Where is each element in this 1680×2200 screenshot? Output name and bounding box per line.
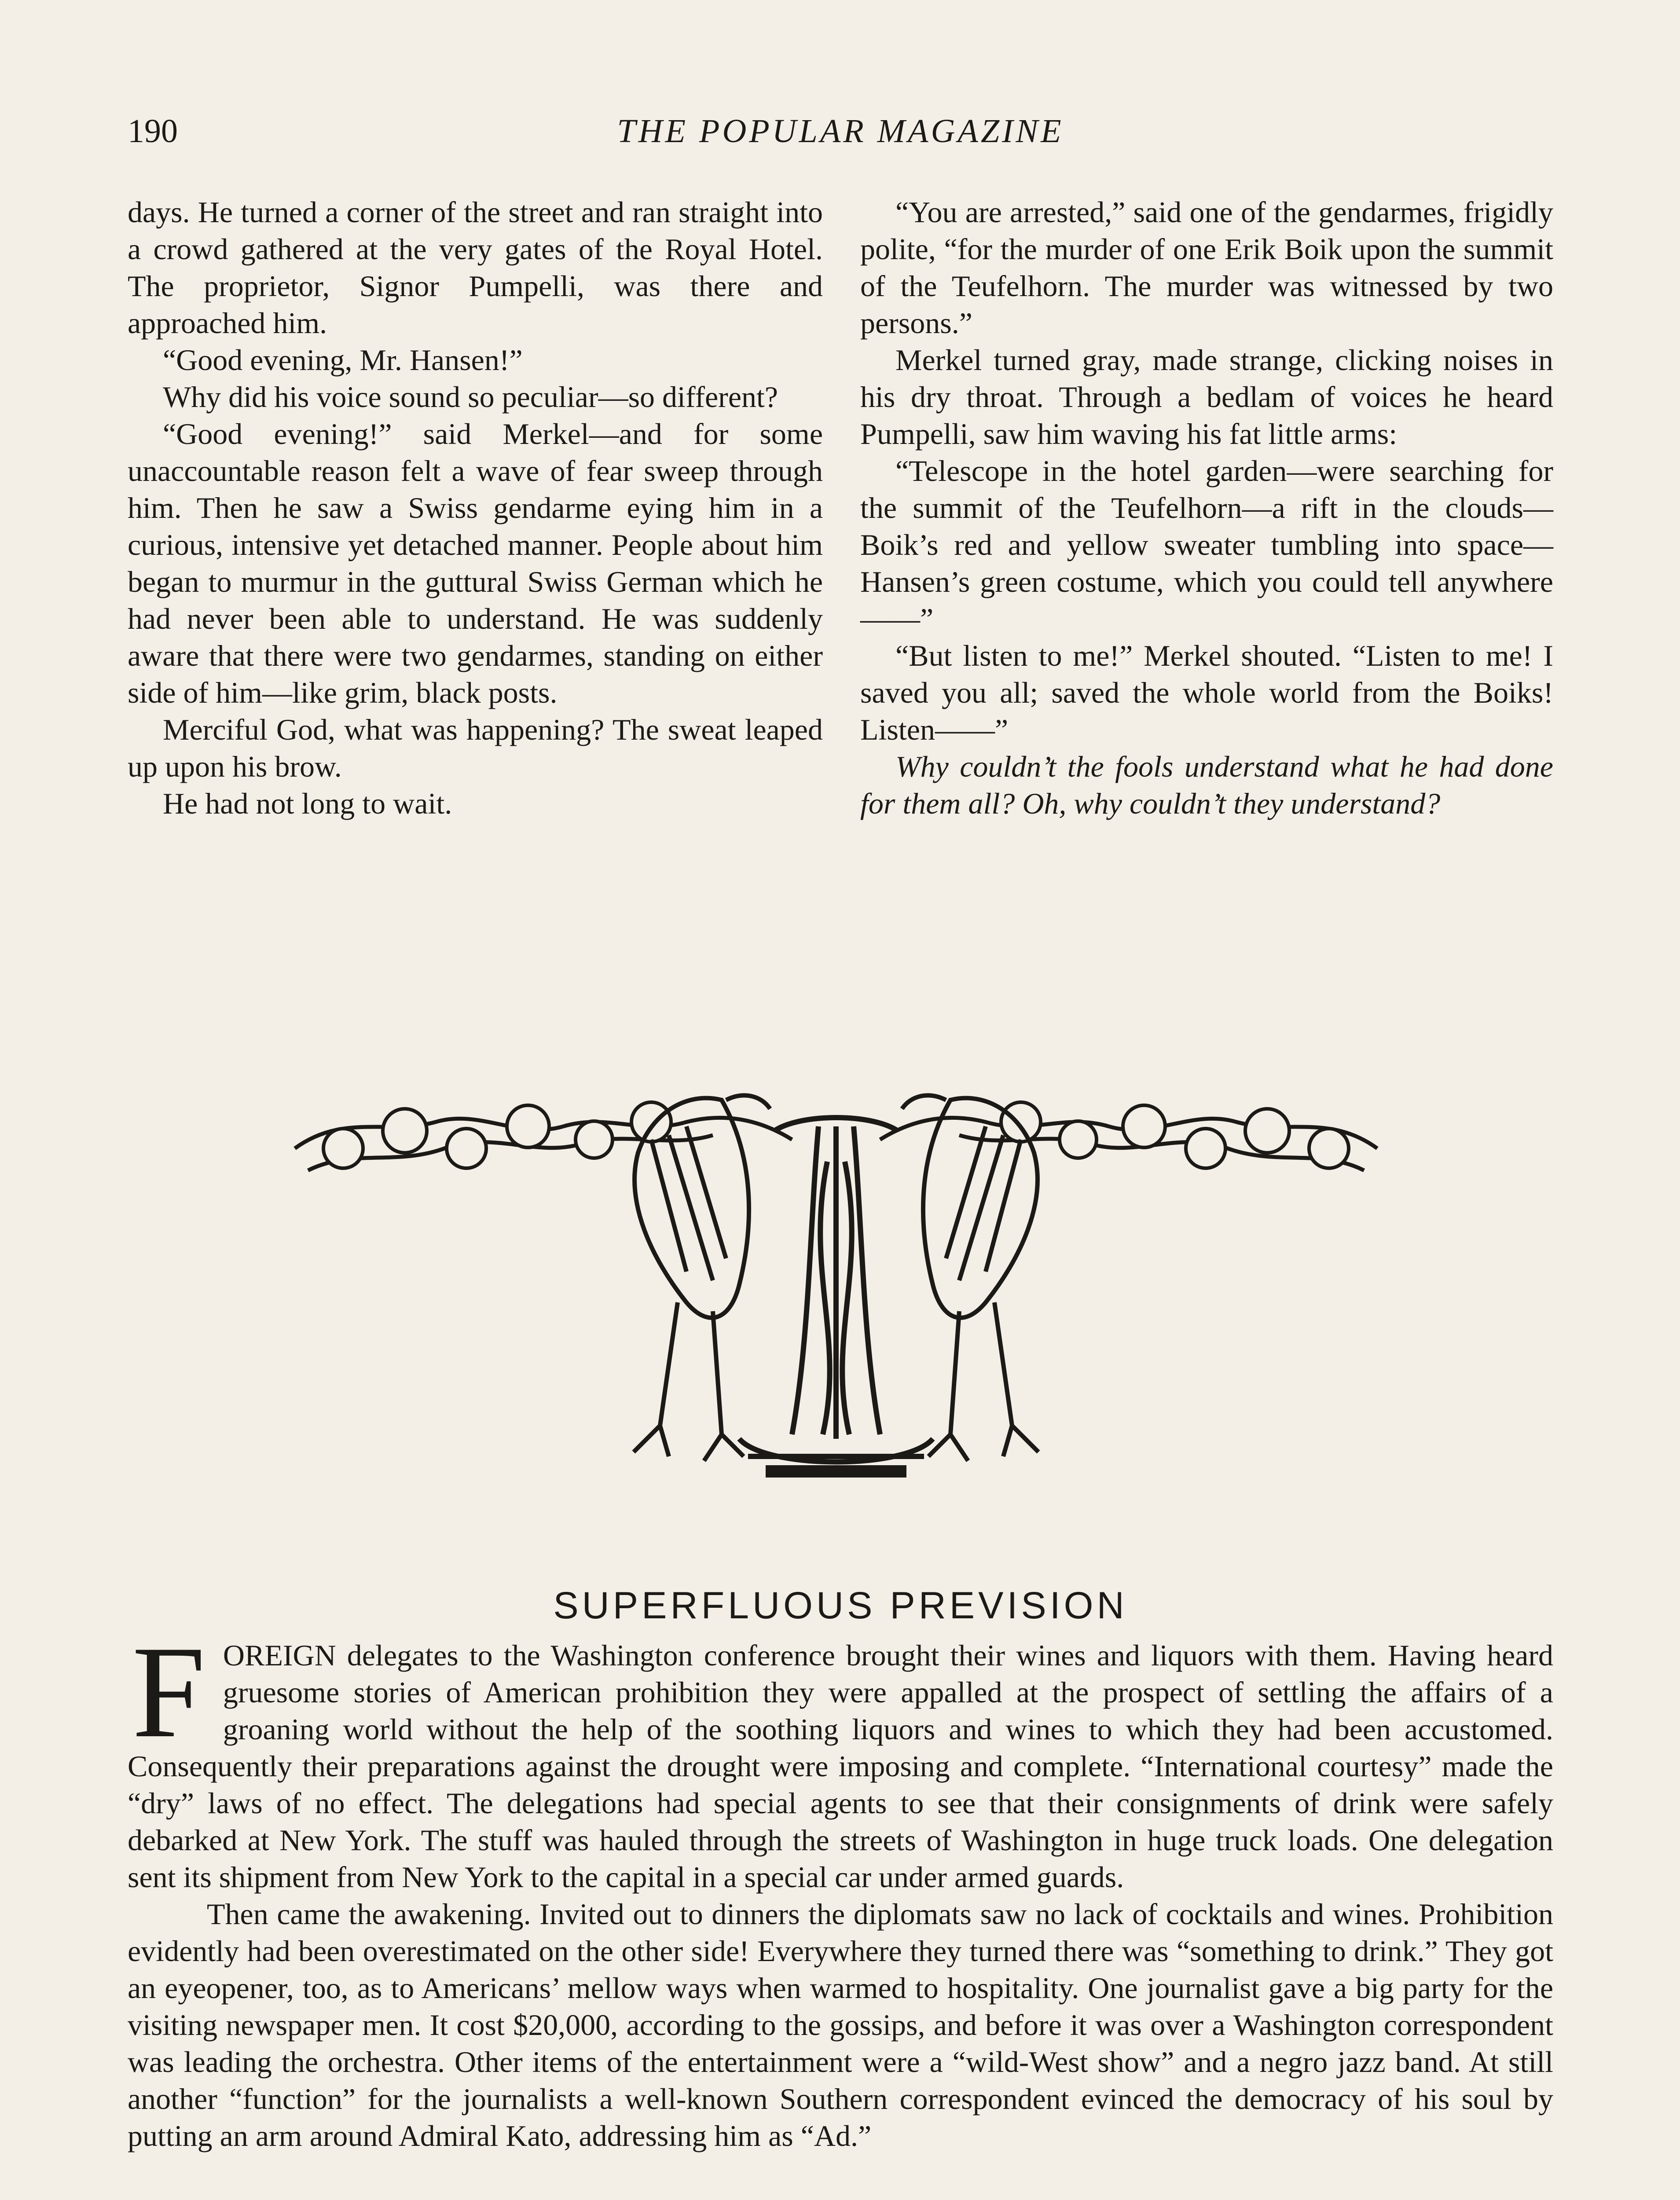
story-paragraph: He had not long to wait. <box>163 787 452 820</box>
article-body <box>128 1619 1553 2154</box>
story-paragraph: “Telescope in the hotel garden—were searching for the summit of the Teufelhorn—a rift in the clouds—Boik’s red and yellow sweater tumbling into space—Hansen’s green costume, which you could tell anywhere——” <box>860 454 1553 635</box>
story-paragraph: “But listen to me!” Merkel shouted. “Listen to me! I saved you all; saved the whole world from the Boiks! Listen——” <box>860 639 1553 746</box>
story-paragraph: “Good evening, Mr. Hansen!” <box>163 343 523 377</box>
article-paragraph <box>128 1619 1553 1896</box>
story-paragraph: “Good evening!” said Merkel—and for some unaccountable reason felt a wave of fear sweep through him. Then he saw a Swiss gendarme eying him in a curious, intensive yet detached manner. People about him began to murmur in the guttural Swiss German which he had never been able to understand. He was suddenly aware that there were two gendarmes, standing on either side of him—like grim, black posts. <box>128 417 823 709</box>
article-paragraph: Then came the awakening. Invited out to dinners the diplomats saw no lack of cocktails and wines. Prohibition evidently had been overestimated on the other side! Everywhere they turned there was “something to drink.” They got an eyeopener, too, as to Americans’ mellow ways when warmed to hospitality. One journalist gave a big party for the visiting newspaper men. It cost $20,000, according to the gossips, and before it was over a Washington correspondent was leading the orchestra. Other items of the entertainment were a “wild-West show” and a negro jazz band. At still another “function” for the journalists a well-known Southern correspondent evinced the democracy of his soul by putting an arm around Admiral Kato, addressing him as “Ad.” <box>128 1897 1553 2152</box>
running-title: THE POPULAR MAGAZINE <box>617 113 1064 150</box>
story-paragraph: days. He turned a corner of the street and ran straight into a crowd gathered at the very gates of the Royal Hotel. The proprietor, Signor Pumpelli, was there and approached him. <box>128 195 823 340</box>
story-paragraph: Why did his voice sound so peculiar—so different? <box>163 380 778 414</box>
birds-and-tree-ornament <box>290 1074 1382 1492</box>
article-title: SUPERFLUOUS PREVISION <box>553 1584 1128 1627</box>
page-header <box>128 112 1553 165</box>
article-paragraph-text: OREIGN delegates to the Washington conference brought their wines and liquors with them. Having heard gruesome stories of American prohibition they were appalled at the prospect of settling the affairs of a groaning world without the help of the soothing liquors and wines to which they had been accustomed. Consequently their preparations against the drought were imposing and complete. “International courtesy” made the “dry” laws of no effect. The delegations had special agents to see that their consignments of drink were safely debarked at New York. The stuff was hauled through the streets of Washington in huge truck loads. One delegation sent its shipment from New York to the capital in a special car under armed guards. <box>128 1639 1553 1894</box>
story-closing-italic: Why couldn’t the fools understand what he had done for them all? Oh, why couldn’t they understand? <box>860 750 1553 820</box>
story-left-column <box>128 194 823 822</box>
drop-cap: F <box>132 1619 205 1765</box>
story-right-column <box>860 194 1553 822</box>
story-paragraph: “You are arrested,” said one of the gendarmes, frigidly polite, “for the murder of one Erik Boik upon the summit of the Teufelhorn. The murder was witnessed by two persons.” <box>860 195 1553 340</box>
page-number: 190 <box>128 113 178 150</box>
story-paragraph: Merkel turned gray, made strange, clicking noises in his dry throat. Through a bedlam of voices he heard Pumpelli, saw him waving his fat little arms: <box>860 343 1553 451</box>
story-paragraph: Merciful God, what was happening? The sweat leaped up upon his brow. <box>128 713 823 783</box>
